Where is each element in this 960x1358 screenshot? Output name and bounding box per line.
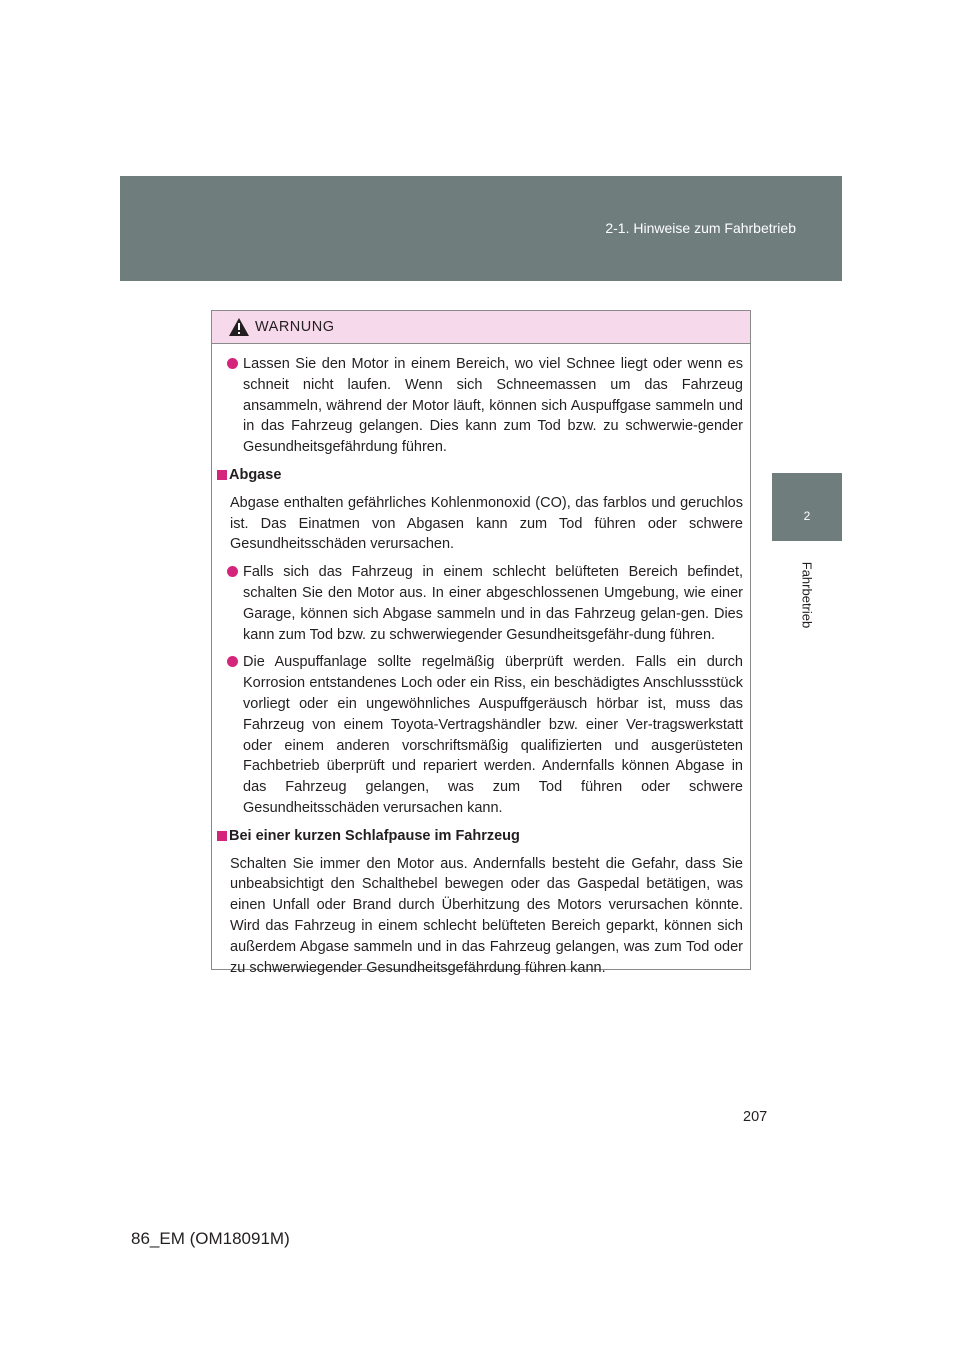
bullet-text: Falls sich das Fahrzeug in einem schlecht belüfteten Bereich befindet, schalten Sie den Motor aus. In einer abgeschlossenen Umgebung, wie einer Garage, können sich Abgase sammeln und in das Fahrzeug gelan-gen. Dies kann zum Tod bzw. zu schwerwiegender Gesundheitsgefähr-dung führen. <box>243 564 743 643</box>
chapter-side-label <box>797 561 817 629</box>
chapter-label-text: Fahrbetrieb <box>799 561 815 629</box>
paragraph-nap: Schalten Sie immer den Motor aus. Andernfalls besteht die Gefahr, dass Sie unbeabsichtigt den Schalthebel bewegen oder das Gaspedal betätigen, was einen Unfall oder Brand durch Überhitzung des Motors verursachen könnte. Wird das Fahrzeug in einem schlecht belüfteten Bereich geparkt, können sich außerdem Abgase sammeln und in das Fahrzeug gelangen, was zum Tod oder zu schwerwiegender Gesundheitsgefährdung führen kann. <box>230 855 743 976</box>
warning-title: WARNUNG <box>255 319 335 335</box>
page-number: 207 <box>743 1109 768 1125</box>
subheading-text: Abgase <box>229 466 282 483</box>
bullet-snow-warning <box>216 354 743 458</box>
warning-header <box>212 311 750 344</box>
subheading-nap <box>216 826 743 847</box>
square-bullet-icon <box>217 470 227 480</box>
section-title: 2-1. Hinweise zum Fahrbetrieb <box>605 220 796 236</box>
chapter-number: 2 <box>803 509 811 523</box>
square-bullet-icon <box>217 831 227 841</box>
bullet-ventilation <box>216 562 743 645</box>
chapter-side-tab <box>772 473 842 541</box>
bullet-dot-icon <box>227 656 238 667</box>
subheading-exhaust <box>216 465 743 486</box>
subheading-text: Bei einer kurzen Schlafpause im Fahrzeug <box>229 827 520 844</box>
document-code: 86_EM (OM18091M) <box>131 1229 290 1248</box>
chapter-header-band <box>120 176 842 281</box>
bullet-text: Die Auspuffanlage sollte regelmäßig überprüft werden. Falls ein durch Korrosion entstandenes Loch oder ein Riss, ein beschädigtes Anschlussstück vorliegt oder ein ungewöhnliches Auspuffgeräusch hörbar ist, muss das Fahrzeug von einem Toyota-Vertragshändler bzw. einer Ver-tragswerkstatt oder einem anderen vorschriftsmäßig qualifizierten und ausgerüsteten Fachbetrieb überprüft und repariert werden. Andernfalls können Abgase in das Fahrzeug gelangen, was zum Tod führen oder schwere Gesundheitsschäden verursachen kann. <box>243 654 743 816</box>
warning-triangle-icon <box>228 317 250 337</box>
bullet-dot-icon <box>227 358 238 369</box>
warning-body <box>212 344 750 978</box>
paragraph-exhaust: Abgase enthalten gefährliches Kohlenmonoxid (CO), das farblos und geruchlos ist. Das Einatmen von Abgasen kann zum Tod führen oder schwere Gesundheitsschäden verursachen. <box>230 494 743 553</box>
warning-box <box>211 310 751 976</box>
bullet-exhaust-inspection <box>216 652 743 818</box>
bullet-text: Lassen Sie den Motor in einem Bereich, wo viel Schnee liegt oder wenn es schneit nicht laufen. Wenn sich Schneemassen um das Fahrzeug ansammeln, während der Motor läuft, können sich Auspuffgase sammeln und in das Fahrzeug gelangen. Dies kann zum Tod bzw. zu schwerwie-gender Gesundheitsgefährdung führen. <box>243 356 743 456</box>
bullet-dot-icon <box>227 566 238 577</box>
